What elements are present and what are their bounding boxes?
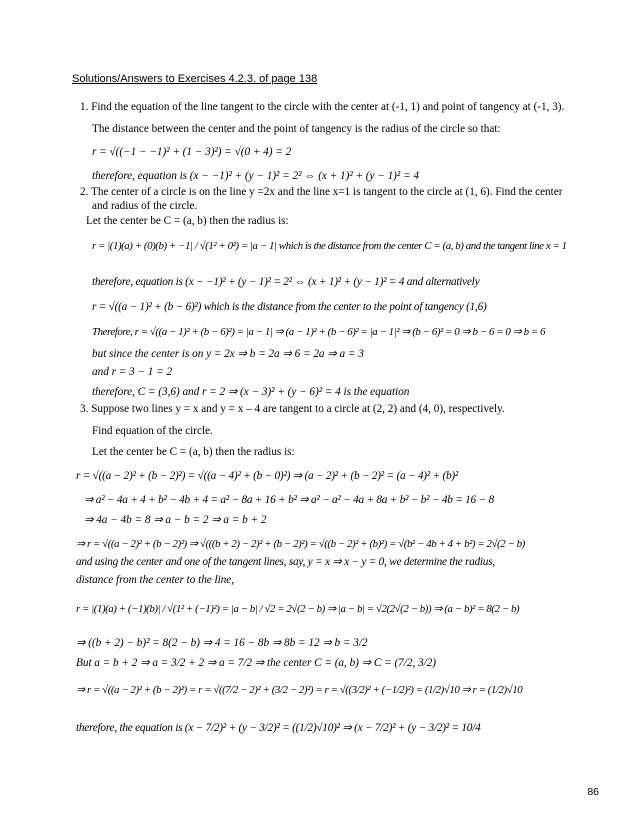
equation-line: ⇒ a² − 4a + 4 + b² − 4b + 4 = a² − 8a + 16 + b² ⇒ a² − a² − 4a + 8a + b² − b² − 4b = 16 − 8 [84, 494, 494, 506]
text-line: 1. Find the equation of the line tangent to the circle with the center at (-1, 1) and point of tangency at (-1, 3). [80, 101, 565, 113]
equation-line: ⇒ r = √((a − 2)² + (b − 2)²) ⇒ √(((b + 2) − 2)² + (b − 2)²) = √((b − 2)² + (b)²) = √(b² − 4b + 4 + b²) = 2√(2 − b) [76, 538, 525, 550]
equation-line: But a = b + 2 ⇒ a = 3/2 + 2 ⇒ a = 7/2 ⇒ the center C = (a, b) ⇒ C = (7/2, 3/2) [76, 657, 436, 669]
equation-line: and r = 3 − 1 = 2 [92, 366, 173, 378]
equation-line: but since the center is on y = 2x ⇒ b = 2a ⇒ 6 = 2a ⇒ a = 3 [92, 348, 364, 360]
equation-line: therefore, the equation is (x − 7/2)² + (y − 3/2)² = ((1/2)√10)² ⇒ (x − 7/2)² + (y − 3/2)² = 10/4 [76, 722, 481, 734]
text-line: The distance between the center and the point of tangency is the radius of the circle so that: [92, 123, 501, 135]
page-heading: Solutions/Answers to Exercises 4.2.3. of page 138 [72, 73, 318, 85]
equation-line: r = |(1)(a) + (−1)(b)| / √(1² + (−1)²) = |a − b| / √2 = 2√(2 − b) ⇒ |a − b| = √2(2√(2 − b)) ⇒ (a − b)² = 8(2 − b) [76, 603, 520, 615]
equation-line: ⇒ r = √((a − 2)² + (b − 2)²) = r = √((7/2 − 2)² + (3/2 − 2)²) = r = √((3/2)² + (−1/2)²) = (1/2)√10 ⇒ r = (1/2)√10 [76, 684, 523, 696]
equation-line: therefore, equation is (x − −1)² + (y − 1)² = 2² ⇔ (x + 1)² + (y − 1)² = 4 [92, 170, 419, 182]
text-line: 2. The center of a circle is on the line y =2x and the line x=1 is tangent to the circle at (1, 6). Find the center [80, 186, 563, 198]
equation-line: distance from the center to the line, [76, 574, 235, 586]
equation-line: r = |(1)(a) + (0)(b) + −1| / √(1² + 0²) = |a − 1| which is the distance from the center C = (a, b) and the tangent line x = 1 [92, 240, 567, 252]
text-line: Let the center be C = (a, b) then the radius is: [92, 446, 295, 458]
page-number: 86 [587, 786, 599, 798]
equation-line: Therefore, r = √((a − 1)² + (b − 6)²) = |a − 1| ⇒ (a − 1)² + (b − 6)² = |a − 1|² ⇒ (b − 6)² = 0 ⇒ b − 6 = 0 ⇒ b = 6 [92, 326, 546, 338]
text-line: 3. Suppose two lines y = x and y = x – 4 are tangent to a circle at (2, 2) and (4, 0), respectively. [80, 403, 505, 415]
equation-line: and using the center and one of the tangent lines, say, y = x ⇒ x − y = 0, we determine the radius, [76, 556, 495, 568]
text-line: Let the center be C = (a, b) then the radius is: [86, 215, 289, 227]
equation-line: ⇒ 4a − 4b = 8 ⇒ a − b = 2 ⇒ a = b + 2 [84, 514, 267, 526]
text-line: and radius of the circle. [92, 200, 198, 212]
equation-line: ⇒ ((b + 2) − b)² = 8(2 − b) ⇒ 4 = 16 − 8b ⇒ 8b = 12 ⇒ b = 3/2 [76, 637, 368, 649]
equation-line: r = √((−1 − −1)² + (1 − 3)²) = √(0 + 4) = 2 [92, 146, 292, 158]
equation-line: r = √((a − 2)² + (b − 2)²) = √((a − 4)² + (b − 0)²) ⇒ (a − 2)² + (b − 2)² = (a − 4)² + (b)² [76, 470, 459, 482]
equation-line: therefore, equation is (x − −1)² + (y − 1)² = 2² ⇔ (x + 1)² + (y − 1)² = 4 and alternatively [92, 276, 480, 288]
equation-line: r = √((a − 1)² + (b − 6)²) which is the distance from the center to the point of tangency (1,6) [92, 301, 487, 313]
text-line: Find equation of the circle. [92, 425, 213, 437]
equation-line: therefore, C = (3,6) and r = 2 ⇒ (x − 3)² + (y − 6)² = 4 is the equation [92, 386, 410, 398]
